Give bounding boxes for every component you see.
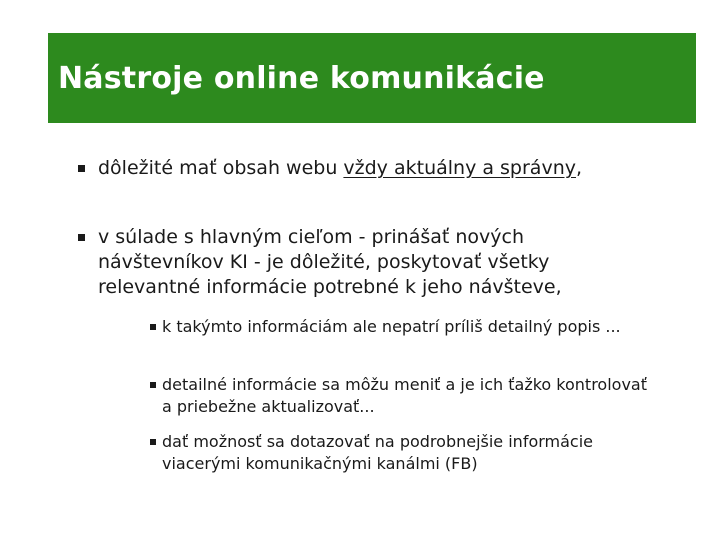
sub-bullet-text: dať možnosť sa dotazovať na podrobnejšie informácie viacerými komunikačnými kanálmi (FB): [162, 432, 594, 473]
square-bullet-icon: [150, 382, 156, 388]
bullet-text-underlined: vždy aktuálny a správny: [343, 157, 576, 179]
square-bullet-icon: [150, 324, 156, 330]
bullet-text: v súlade s hlavným cieľom - prinášať nových návštevníkov KI - je dôležité, poskytovať všetky relevantné informácie potrebné k jeho návšteve,: [98, 226, 562, 298]
title-bar: [48, 33, 696, 123]
bullet-text-start: dôležité mať obsah webu: [98, 157, 344, 179]
sub-bullet-item-3: [150, 431, 660, 475]
bullet-item-1: [78, 156, 698, 181]
bullet-text-end: ,: [575, 157, 583, 179]
square-bullet-icon: [78, 165, 85, 172]
square-bullet-icon: [150, 439, 156, 445]
sub-bullet-text: detailné informácie sa môžu meniť a je ich ťažko kontrolovať a priebežne aktualizovať...: [162, 375, 647, 416]
slide-title: Nástroje online komunikácie: [58, 60, 545, 96]
sub-bullet-text: k takýmto informáciám ale nepatrí príliš detailný popis ...: [162, 317, 621, 336]
sub-bullet-item-2: [150, 374, 650, 418]
sub-bullet-item-1: [150, 316, 660, 338]
bullet-item-2: [78, 225, 578, 300]
square-bullet-icon: [78, 234, 85, 241]
bullet-text: [98, 156, 582, 181]
